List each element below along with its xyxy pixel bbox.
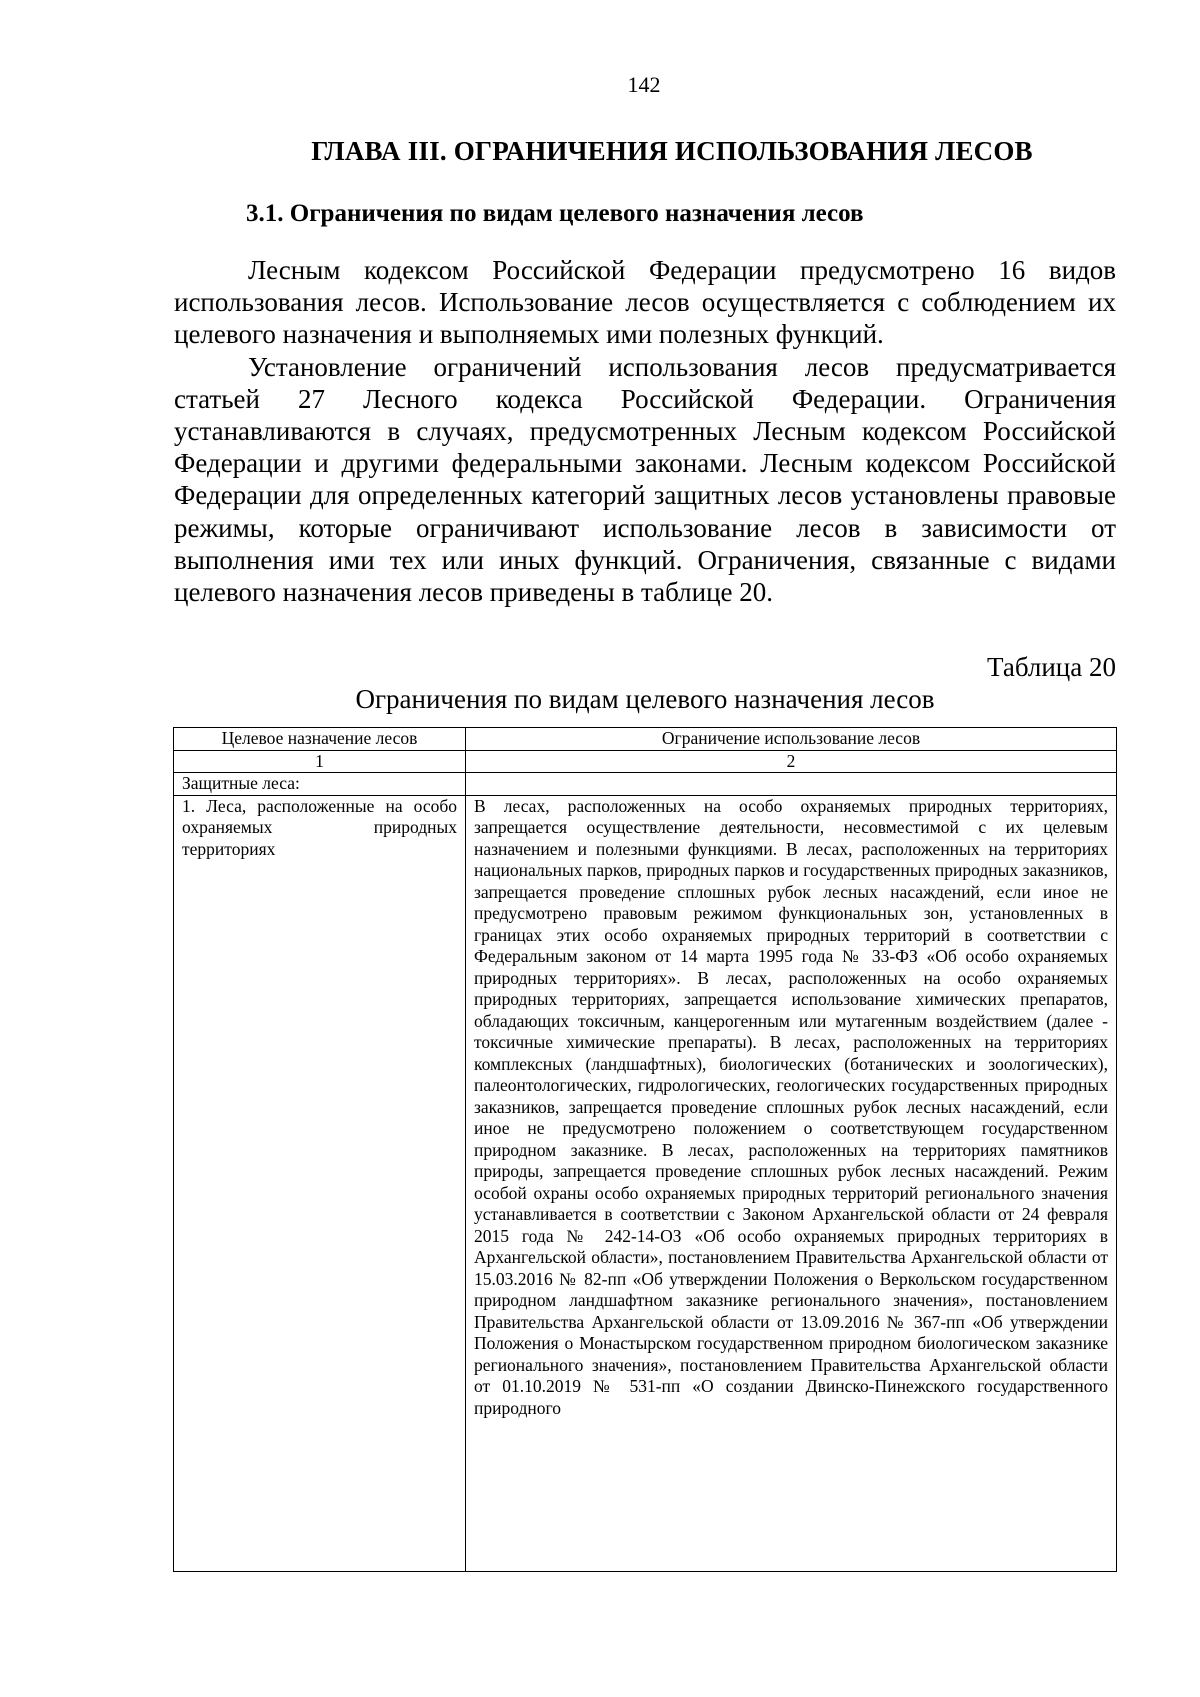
empty-cell (466, 773, 1117, 796)
column-number: 2 (466, 750, 1117, 773)
row-purpose: 1. Леса, расположенные на особо охраняемых природных территориях (174, 795, 466, 1571)
table-column-numbers-row (174, 750, 1117, 773)
chapter-title: ГЛАВА III. ОГРАНИЧЕНИЯ ИСПОЛЬЗОВАНИЯ ЛЕСОВ (311, 136, 1033, 166)
body-text (174, 254, 1116, 608)
row-restriction: В лесах, расположенных на особо охраняемых природных территориях, запрещается осуществление деятельности, несовместимой с их целевым назначением и полезными функциями. В лесах, расположенных на территориях национальных парков, природных парков и государственных природных заказников, запрещается проведение сплошных рубок лесных насаждений, если иное не предусмотрено правовым режимом функциональных зон, установленных в границах этих особо охраняемых природных территорий в соответствии с Федеральным законом от 14 марта 1995 года № 33-ФЗ «Об особо охраняемых природных территориях». В лесах, расположенных на особо охраняемых природных территориях, запрещается использование химических препаратов, обладающих токсичным, канцерогенным или мутагенным воздействием (далее - токсичные химические препараты). В лесах, расположенных на территориях комплексных (ландшафтных), биологических (ботанических и зоологических), палеонтологических, гидрологических, геологических государственных природных заказников, запрещается проведение сплошных рубок лесных насаждений, если иное не предусмотрено положением о соответствующем государственном природном заказнике. В лесах, расположенных на территориях памятников природы, запрещается проведение сплошных рубок лесных насаждений. Режим особой охраны особо охраняемых природных территорий регионального значения устанавливается в соответствии с Законом Архангельской области от 24 февраля 2015 года № 242-14-ОЗ «Об особо охраняемых природных территориях в Архангельской области», постановлением Правительства Архангельской области от 15.03.2016 № 82-пп «Об утверждении Положения о Веркольском государственном природном ландшафтном заказнике регионального значения», постановлением Правительства Архангельской области от 13.09.2016 № 367-пп «Об утверждении Положения о Монастырском государственном природном биологическом заказнике регионального значения», постановлением Правительства Архангельской области от 01.10.2019 № 531-пп «О создании Двинско-Пинежского государственного природного (466, 795, 1117, 1571)
table-number: Таблица 20 (987, 652, 1116, 682)
header-purpose: Целевое назначение лесов (174, 728, 466, 751)
table-caption: Ограничения по видам целевого назначения лесов (355, 684, 935, 714)
page-number: 142 (627, 72, 661, 97)
column-number: 1 (174, 750, 466, 773)
restrictions-table (173, 727, 1117, 1572)
table-group-row (174, 773, 1117, 796)
paragraph: Лесным кодексом Российской Федерации предусмотрено 16 видов использования лесов. Использование лесов осуществляется с соблюдением их целевого назначения и выполняемых ими полезных функций. (174, 255, 1116, 350)
header-restriction: Ограничение использование лесов (466, 728, 1117, 751)
table-header-row (174, 728, 1117, 751)
section-title: 3.1. Ограничения по видам целевого назначения лесов (246, 200, 864, 227)
paragraph: Установление ограничений использования лесов предусматривается статьей 27 Лесного кодекса Российской Федерации. Ограничения устанавливаются в случаях, предусмотренных Лесным кодексом Российской Федерации и другими федеральными законами. Лесным кодексом Российской Федерации для определенных категорий защитных лесов установлены правовые режимы, которые ограничивают использование лесов в зависимости от выполнения ими тех или иных функций. Ограничения, связанные с видами целевого назначения лесов приведены в таблице 20. (174, 351, 1116, 608)
table-row (174, 795, 1117, 1571)
group-label: Защитные леса: (174, 773, 466, 796)
